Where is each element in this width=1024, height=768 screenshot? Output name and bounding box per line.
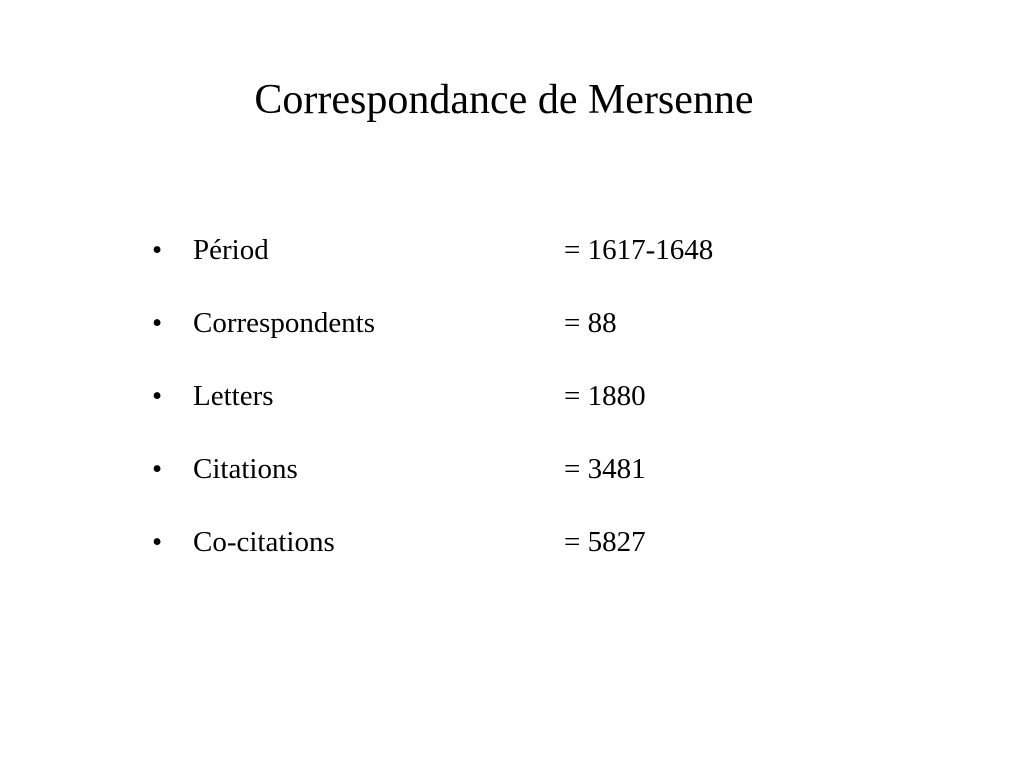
bullet-icon: • [152,380,163,412]
item-label: Letters [193,380,274,412]
item-label: Citations [193,453,298,485]
item-value: = 1880 [564,380,646,412]
item-label: Périod [193,234,269,266]
bullet-icon: • [152,526,163,558]
item-value: = 5827 [564,526,646,558]
item-value: = 3481 [564,453,646,485]
bullet-icon: • [152,453,163,485]
item-label: Correspondents [193,307,376,339]
item-label: Co-citations [193,526,335,558]
item-value: = 88 [564,307,617,339]
item-value: = 1617-1648 [564,234,714,266]
slide-title: Correspondance de Mersenne [254,77,754,123]
bullet-icon: • [152,234,163,266]
bullet-icon: • [152,307,163,339]
